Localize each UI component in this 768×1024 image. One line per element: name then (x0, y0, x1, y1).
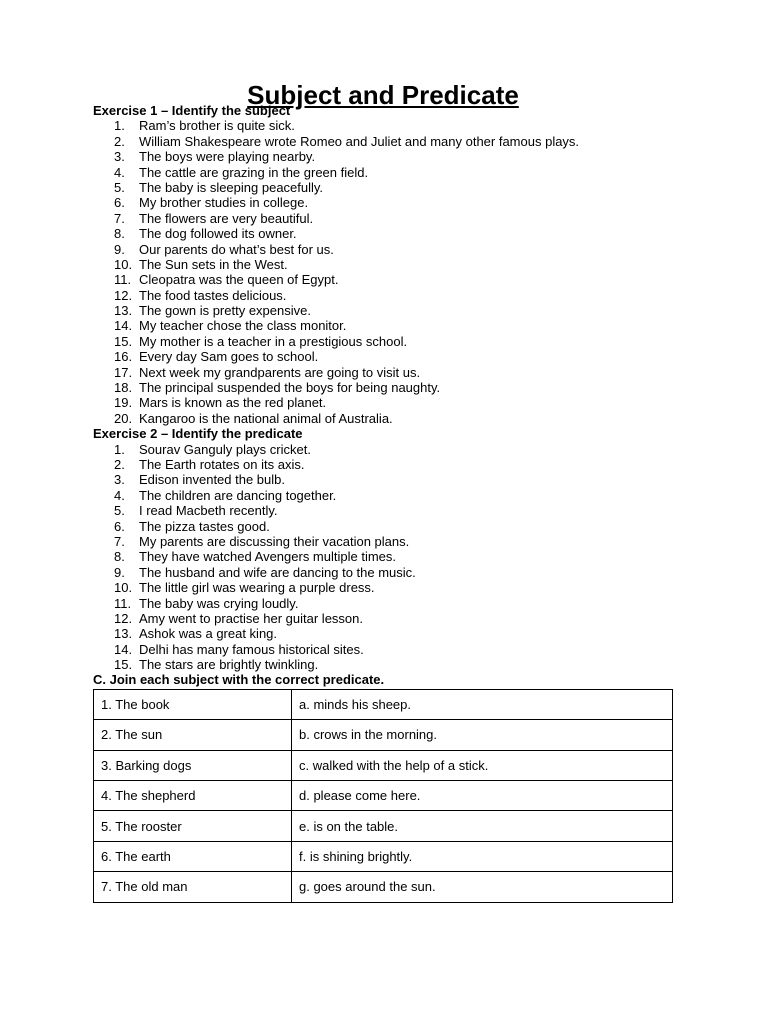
exercise-1-item-text: The flowers are very beautiful. (139, 210, 314, 226)
exercise-2-item (93, 642, 673, 657)
exercise-1-item-text: Our parents do what’s best for us. (139, 241, 334, 257)
exercise-1-item-text: Mars is known as the red planet. (139, 395, 327, 411)
exercise-1-item-text: Cleopatra was the queen of Egypt. (139, 272, 339, 288)
exercise-2-item-number: 8. (114, 549, 125, 565)
exercise-2-item (93, 549, 673, 564)
predicate-cell: d. please come here. (292, 781, 673, 811)
exercise-1-item-number: 17. (114, 364, 133, 380)
exercise-2-item-text: The little girl was wearing a purple dress. (139, 580, 375, 596)
exercise-2-item-text: The Earth rotates on its axis. (139, 456, 305, 472)
matching-row (94, 811, 673, 841)
exercise-1-item-text: The principal suspended the boys for being naughty. (139, 380, 441, 396)
exercise-2-item (93, 596, 673, 611)
exercise-2-item-text: The children are dancing together. (139, 487, 337, 503)
predicate-cell: a. minds his sheep. (292, 689, 673, 719)
exercise-2-item-text: The stars are brightly twinkling. (139, 657, 319, 673)
exercise-2-item (93, 580, 673, 595)
exercise-1-item-text: The baby is sleeping peacefully. (139, 179, 324, 195)
exercise-1-item-number: 11. (114, 272, 132, 288)
subject-cell: 4. The shepherd (94, 781, 292, 811)
exercise-2-item-text: Sourav Ganguly plays cricket. (139, 441, 311, 457)
exercise-1-item (93, 395, 673, 410)
exercise-1-item-text: Every day Sam goes to school. (139, 349, 319, 365)
matching-row (94, 781, 673, 811)
exercise-2-item (93, 565, 673, 580)
exercise-1-item-text: My mother is a teacher in a prestigious school. (139, 333, 408, 349)
exercise-1-item-number: 13. (114, 303, 133, 319)
exercise-1-item (93, 288, 673, 303)
predicate-cell: g. goes around the sun. (292, 872, 673, 902)
exercise-1-item-number: 8. (114, 226, 125, 242)
exercise-1-item (93, 272, 673, 287)
exercise-2-item-number: 3. (114, 472, 125, 488)
predicate-cell: c. walked with the help of a stick. (292, 750, 673, 780)
exercise-2-item-number: 5. (114, 503, 125, 519)
worksheet-page (93, 80, 673, 903)
exercise-2-item (93, 519, 673, 534)
exercise-2-item-number: 6. (114, 518, 125, 534)
exercise-1-item-number: 5. (114, 179, 125, 195)
exercise-2-item-text: The baby was crying loudly. (139, 595, 299, 611)
exercise-2-item-text: Delhi has many famous historical sites. (139, 641, 364, 657)
exercise-1-item (93, 303, 673, 318)
exercise-1-item-number: 6. (114, 195, 125, 211)
subject-cell: 5. The rooster (94, 811, 292, 841)
exercise-3-heading: C. Join each subject with the correct predicate. (93, 672, 385, 688)
exercise-1-item (93, 380, 673, 395)
exercise-2-item-number: 12. (114, 610, 133, 626)
exercise-2-item (93, 472, 673, 487)
exercise-2-item-number: 13. (114, 626, 133, 642)
exercise-2-item (93, 657, 673, 672)
exercise-1-list (93, 118, 673, 426)
exercise-1-item-text: The gown is pretty expensive. (139, 303, 311, 319)
exercise-1-item (93, 165, 673, 180)
exercise-1-item-number: 2. (114, 133, 125, 149)
exercise-1-item (93, 411, 673, 426)
predicate-cell: e. is on the table. (292, 811, 673, 841)
exercise-1-item-number: 14. (114, 318, 133, 334)
exercise-1-item-number: 18. (114, 380, 133, 396)
exercise-2-item-number: 15. (114, 657, 133, 673)
exercise-1-item (93, 226, 673, 241)
exercise-2-item (93, 488, 673, 503)
exercise-2-item-number: 11. (114, 595, 132, 611)
exercise-2-item (93, 503, 673, 518)
exercise-1-item-text: Next week my grandparents are going to visit us. (139, 364, 421, 380)
matching-row (94, 720, 673, 750)
exercise-2-item-number: 2. (114, 456, 125, 472)
exercise-2-item-number: 9. (114, 564, 125, 580)
exercise-1-item (93, 257, 673, 272)
matching-row (94, 689, 673, 719)
page-title: Subject and Predicate (247, 80, 519, 110)
exercise-2-item-number: 10. (114, 580, 133, 596)
exercise-2-list (93, 442, 673, 673)
exercise-1-item (93, 242, 673, 257)
subject-cell: 3. Barking dogs (94, 750, 292, 780)
exercise-1-item-number: 20. (114, 410, 133, 426)
exercise-1-item-text: My teacher chose the class monitor. (139, 318, 347, 334)
exercise-1-item (93, 195, 673, 210)
exercise-1-item-text: The dog followed its owner. (139, 226, 297, 242)
exercise-2-item (93, 457, 673, 472)
exercise-1-section (93, 103, 673, 426)
exercise-2-item (93, 442, 673, 457)
exercise-2-section (93, 426, 673, 672)
subject-cell: 6. The earth (94, 841, 292, 871)
exercise-2-item-number: 4. (114, 487, 125, 503)
exercise-2-item-text: The husband and wife are dancing to the music. (139, 564, 416, 580)
exercise-1-item (93, 211, 673, 226)
exercise-1-item-number: 7. (114, 210, 125, 226)
matching-row (94, 750, 673, 780)
exercise-1-item-text: The boys were playing nearby. (139, 149, 316, 165)
exercise-2-item-number: 14. (114, 641, 133, 657)
exercise-1-item (93, 149, 673, 164)
exercise-1-item-number: 9. (114, 241, 125, 257)
exercise-2-item-text: Ashok was a great king. (139, 626, 278, 642)
exercise-1-item (93, 318, 673, 333)
exercise-1-item-text: Kangaroo is the national animal of Australia. (139, 410, 393, 426)
matching-row (94, 841, 673, 871)
exercise-1-item-number: 3. (114, 149, 125, 165)
exercise-2-item-text: My parents are discussing their vacation plans. (139, 533, 410, 549)
subject-cell: 1. The book (94, 689, 292, 719)
exercise-1-item (93, 365, 673, 380)
exercise-3-section (93, 672, 673, 902)
exercise-2-item (93, 534, 673, 549)
exercise-1-item-number: 1. (114, 118, 125, 134)
exercise-1-item (93, 180, 673, 195)
matching-table (93, 689, 673, 903)
exercise-2-item-text: I read Macbeth recently. (139, 503, 278, 519)
exercise-2-item-text: Amy went to practise her guitar lesson. (139, 610, 363, 626)
exercise-1-item-text: The food tastes delicious. (139, 287, 287, 303)
exercise-1-item-number: 19. (114, 395, 133, 411)
predicate-cell: b. crows in the morning. (292, 720, 673, 750)
exercise-2-item (93, 626, 673, 641)
exercise-1-item-text: The cattle are grazing in the green field. (139, 164, 369, 180)
exercise-1-item (93, 349, 673, 364)
exercise-1-item-text: Ram’s brother is quite sick. (139, 118, 295, 134)
exercise-1-item-number: 15. (114, 333, 133, 349)
subject-cell: 7. The old man (94, 872, 292, 902)
exercise-1-item-number: 16. (114, 349, 133, 365)
subject-cell: 2. The sun (94, 720, 292, 750)
exercise-2-item-number: 7. (114, 533, 125, 549)
exercise-1-item-text: The Sun sets in the West. (139, 256, 288, 272)
predicate-cell: f. is shining brightly. (292, 841, 673, 871)
exercise-1-heading: Exercise 1 – Identify the subject (93, 103, 291, 118)
exercise-2-item-text: Edison invented the bulb. (139, 472, 285, 488)
exercise-2-heading: Exercise 2 – Identify the predicate (93, 426, 303, 442)
exercise-1-item-text: William Shakespeare wrote Romeo and Juliet and many other famous plays. (139, 133, 580, 149)
exercise-2-item-text: The pizza tastes good. (139, 518, 270, 534)
exercise-2-item-text: They have watched Avengers multiple times. (139, 549, 397, 565)
exercise-1-item-number: 10. (114, 256, 133, 272)
exercise-2-item (93, 611, 673, 626)
matching-row (94, 872, 673, 902)
exercise-1-item (93, 134, 673, 149)
exercise-1-item-number: 4. (114, 164, 125, 180)
exercise-1-item-text: My brother studies in college. (139, 195, 309, 211)
exercise-1-item (93, 118, 673, 133)
exercise-1-item-number: 12. (114, 287, 133, 303)
exercise-2-item-number: 1. (114, 441, 125, 457)
exercise-1-item (93, 334, 673, 349)
